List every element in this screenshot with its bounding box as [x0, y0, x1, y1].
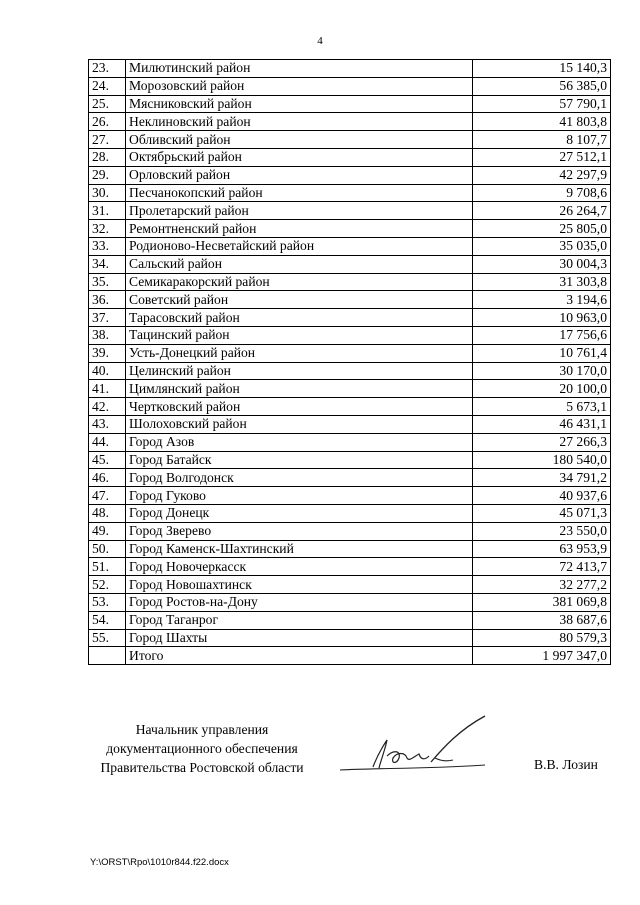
district-name: Город Таганрог — [126, 611, 473, 629]
district-name: Город Шахты — [126, 629, 473, 647]
district-name: Тарасовский район — [126, 309, 473, 327]
table-row — [89, 291, 611, 309]
table-row — [89, 309, 611, 327]
amount-value: 27 266,3 — [473, 433, 611, 451]
table-row — [89, 273, 611, 291]
table-row — [89, 469, 611, 487]
district-name: Пролетарский район — [126, 202, 473, 220]
row-number-empty — [89, 647, 126, 665]
amount-value: 80 579,3 — [473, 629, 611, 647]
amount-value: 17 756,6 — [473, 326, 611, 344]
row-number: 52. — [89, 576, 126, 594]
signatory-title-line: документационного обеспечения — [106, 741, 298, 756]
amount-value: 38 687,6 — [473, 611, 611, 629]
amount-value: 8 107,7 — [473, 131, 611, 149]
district-name: Милютинский район — [126, 60, 473, 78]
district-name: Морозовский район — [126, 77, 473, 95]
table-row — [89, 487, 611, 505]
table-row — [89, 113, 611, 131]
district-name: Обливский район — [126, 131, 473, 149]
row-number: 28. — [89, 148, 126, 166]
signatory-title-line: Начальник управления — [135, 722, 269, 737]
amount-value: 32 277,2 — [473, 576, 611, 594]
district-name: Семикаракорский район — [126, 273, 473, 291]
district-name: Город Батайск — [126, 451, 473, 469]
district-name: Неклиновский район — [126, 113, 473, 131]
row-number: 49. — [89, 522, 126, 540]
amount-value: 15 140,3 — [473, 60, 611, 78]
amount-value: 26 264,7 — [473, 202, 611, 220]
amount-value: 41 803,8 — [473, 113, 611, 131]
row-number: 36. — [89, 291, 126, 309]
amount-value: 34 791,2 — [473, 469, 611, 487]
amount-value: 31 303,8 — [473, 273, 611, 291]
amount-value: 5 673,1 — [473, 398, 611, 416]
table-row — [89, 540, 611, 558]
amount-value: 46 431,1 — [473, 415, 611, 433]
district-name: Город Ростов-на-Дону — [126, 593, 473, 611]
table-row — [89, 593, 611, 611]
table-row — [89, 629, 611, 647]
table-row — [89, 326, 611, 344]
amount-value: 30 170,0 — [473, 362, 611, 380]
amount-value: 40 937,6 — [473, 487, 611, 505]
table-row — [89, 131, 611, 149]
table-row — [89, 433, 611, 451]
file-path-footer: Y:\ORST\Rpo\1010r844.f22.docx — [90, 857, 229, 868]
row-number: 29. — [89, 166, 126, 184]
amount-value: 25 805,0 — [473, 220, 611, 238]
row-number: 27. — [89, 131, 126, 149]
signatory-title-line: Правительства Ростовской области — [100, 760, 304, 775]
district-name: Город Зверево — [126, 522, 473, 540]
row-number: 55. — [89, 629, 126, 647]
table-row — [89, 504, 611, 522]
district-name: Город Новочеркасск — [126, 558, 473, 576]
row-number: 50. — [89, 540, 126, 558]
district-name: Мясниковский район — [126, 95, 473, 113]
amount-value: 30 004,3 — [473, 255, 611, 273]
district-name: Целинский район — [126, 362, 473, 380]
row-number: 33. — [89, 237, 126, 255]
signatory-title — [88, 720, 316, 777]
row-number: 37. — [89, 309, 126, 327]
row-number: 40. — [89, 362, 126, 380]
amount-value: 3 194,6 — [473, 291, 611, 309]
total-value: 1 997 347,0 — [473, 647, 611, 665]
row-number: 54. — [89, 611, 126, 629]
row-number: 25. — [89, 95, 126, 113]
table-row — [89, 380, 611, 398]
table-row — [89, 77, 611, 95]
district-name: Советский район — [126, 291, 473, 309]
table-row — [89, 95, 611, 113]
table-row — [89, 148, 611, 166]
district-name: Город Азов — [126, 433, 473, 451]
row-number: 41. — [89, 380, 126, 398]
row-number: 24. — [89, 77, 126, 95]
district-name: Орловский район — [126, 166, 473, 184]
row-number: 53. — [89, 593, 126, 611]
amount-value: 381 069,8 — [473, 593, 611, 611]
table-row — [89, 237, 611, 255]
row-number: 35. — [89, 273, 126, 291]
table-row — [89, 576, 611, 594]
signatory-name: В.В. Лозин — [534, 757, 598, 772]
table-row — [89, 166, 611, 184]
table-row — [89, 415, 611, 433]
row-number: 23. — [89, 60, 126, 78]
amount-value: 57 790,1 — [473, 95, 611, 113]
amount-value: 180 540,0 — [473, 451, 611, 469]
amount-value: 42 297,9 — [473, 166, 611, 184]
row-number: 43. — [89, 415, 126, 433]
table-row — [89, 255, 611, 273]
table-row — [89, 344, 611, 362]
district-name: Город Каменск-Шахтинский — [126, 540, 473, 558]
amount-value: 20 100,0 — [473, 380, 611, 398]
row-number: 31. — [89, 202, 126, 220]
district-name: Сальский район — [126, 255, 473, 273]
district-name: Родионово-Несветайский район — [126, 237, 473, 255]
table-row — [89, 60, 611, 78]
row-number: 45. — [89, 451, 126, 469]
district-name: Чертковский район — [126, 398, 473, 416]
table-row — [89, 220, 611, 238]
row-number: 44. — [89, 433, 126, 451]
total-row — [89, 647, 611, 665]
row-number: 47. — [89, 487, 126, 505]
district-name: Город Гуково — [126, 487, 473, 505]
amount-value: 56 385,0 — [473, 77, 611, 95]
amount-value: 35 035,0 — [473, 237, 611, 255]
table-row — [89, 522, 611, 540]
row-number: 34. — [89, 255, 126, 273]
row-number: 30. — [89, 184, 126, 202]
amount-value: 10 963,0 — [473, 309, 611, 327]
district-name: Усть-Донецкий район — [126, 344, 473, 362]
table-row — [89, 184, 611, 202]
amount-value: 9 708,6 — [473, 184, 611, 202]
table-row — [89, 558, 611, 576]
district-name: Город Волгодонск — [126, 469, 473, 487]
district-name: Тацинский район — [126, 326, 473, 344]
row-number: 39. — [89, 344, 126, 362]
row-number: 48. — [89, 504, 126, 522]
row-number: 42. — [89, 398, 126, 416]
amount-value: 27 512,1 — [473, 148, 611, 166]
row-number: 26. — [89, 113, 126, 131]
district-name: Шолоховский район — [126, 415, 473, 433]
row-number: 46. — [89, 469, 126, 487]
table-row — [89, 362, 611, 380]
page-number: 4 — [317, 35, 323, 47]
amount-value: 72 413,7 — [473, 558, 611, 576]
amount-value: 63 953,9 — [473, 540, 611, 558]
table-row — [89, 398, 611, 416]
amount-value: 23 550,0 — [473, 522, 611, 540]
table-row — [89, 451, 611, 469]
amount-value: 45 071,3 — [473, 504, 611, 522]
budget-distribution-table — [88, 59, 611, 665]
district-name: Песчанокопский район — [126, 184, 473, 202]
district-name: Октябрьский район — [126, 148, 473, 166]
row-number: 38. — [89, 326, 126, 344]
district-name: Цимлянский район — [126, 380, 473, 398]
table-row — [89, 611, 611, 629]
handwritten-signature-icon — [335, 712, 495, 782]
total-label: Итого — [126, 647, 473, 665]
row-number: 32. — [89, 220, 126, 238]
district-name: Город Новошахтинск — [126, 576, 473, 594]
table-row — [89, 202, 611, 220]
amount-value: 10 761,4 — [473, 344, 611, 362]
row-number: 51. — [89, 558, 126, 576]
district-name: Город Донецк — [126, 504, 473, 522]
district-name: Ремонтненский район — [126, 220, 473, 238]
